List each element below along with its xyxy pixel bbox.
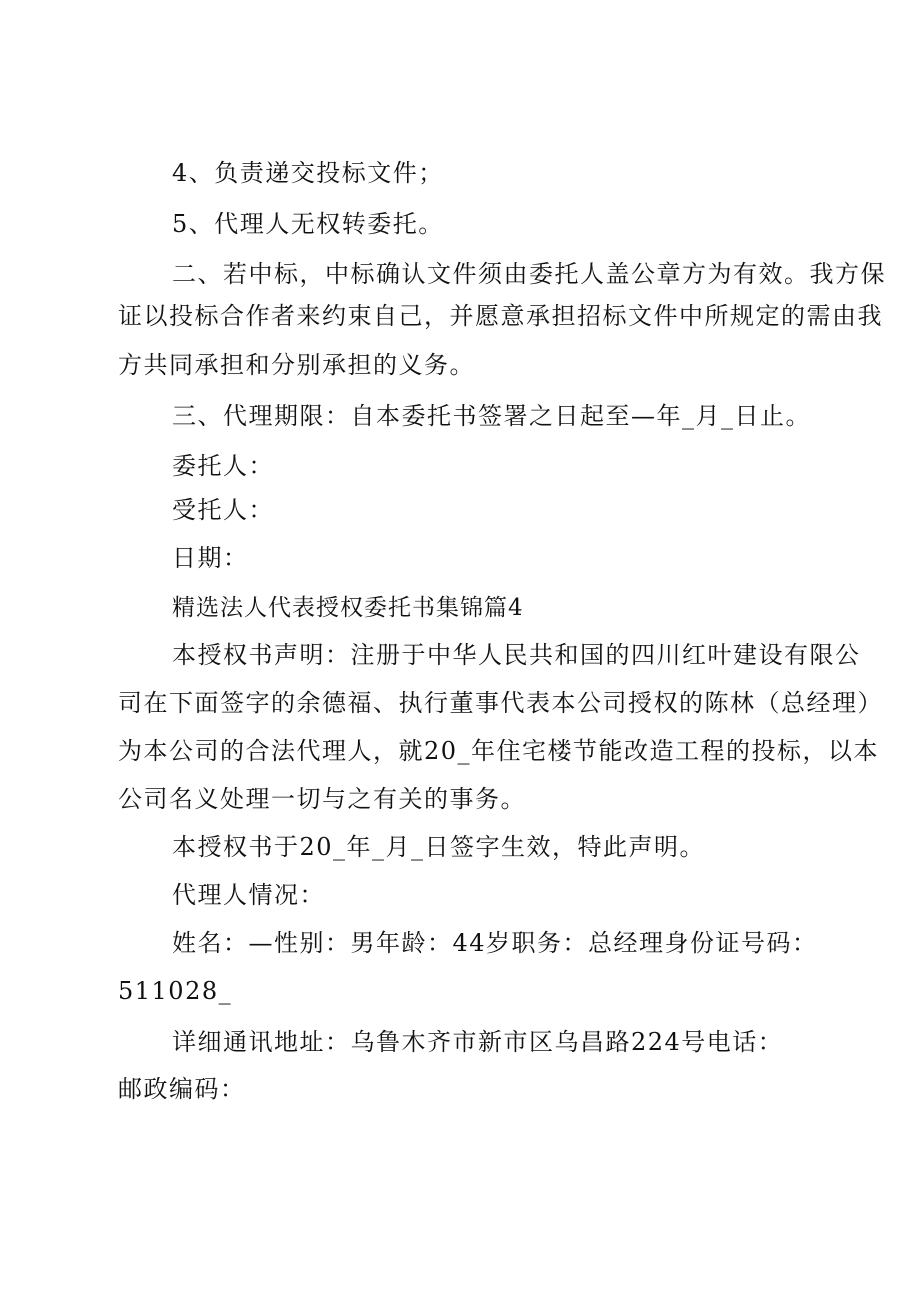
id-number: 511028_	[118, 977, 233, 1005]
postal-code: 邮政编码：	[118, 1075, 246, 1103]
address-phone: 详细通讯地址：乌鲁木齐市新市区乌昌路224号电话：	[172, 1028, 784, 1056]
section-heading: 精选法人代表授权委托书集锦篇4	[172, 595, 524, 621]
principal-label: 委托人：	[172, 452, 274, 480]
agent-details: 姓名：—性别：男年龄：44岁职务：总经理身份证号码：	[172, 929, 818, 957]
clause-4: 4、负责递交投标文件；	[172, 159, 444, 187]
date-label: 日期：	[172, 544, 249, 572]
declaration-line-3: 为本公司的合法代理人，就20_年住宅楼节能改造工程的投标，以本	[118, 737, 880, 765]
clause-5: 5、代理人无权转委托。	[172, 210, 444, 238]
declaration-line-1: 本授权书声明：注册于中华人民共和国的四川红叶建设有限公	[172, 641, 861, 669]
section-2-line-2: 证以投标合作者来约束自己，并愿意承担招标文件中所规定的需由我	[118, 302, 883, 330]
declaration-line-2: 司在下面签字的余德福、执行董事代表本公司授权的陈林（总经理）	[118, 689, 883, 717]
section-2-line-3: 方共同承担和分别承担的义务。	[118, 351, 475, 379]
section-2-line-1: 二、若中标，中标确认文件须由委托人盖公章方为有效。我方保	[172, 260, 886, 288]
section-3-term: 三、代理期限：自本委托书签署之日起至—年_月_日止。	[172, 402, 811, 430]
agent-label: 受托人：	[172, 496, 274, 524]
declaration-line-4: 公司名义处理一切与之有关的事务。	[118, 785, 526, 813]
agent-info-heading: 代理人情况：	[172, 881, 325, 909]
effective-date-statement: 本授权书于20_年_月_日签字生效，特此声明。	[172, 833, 706, 861]
